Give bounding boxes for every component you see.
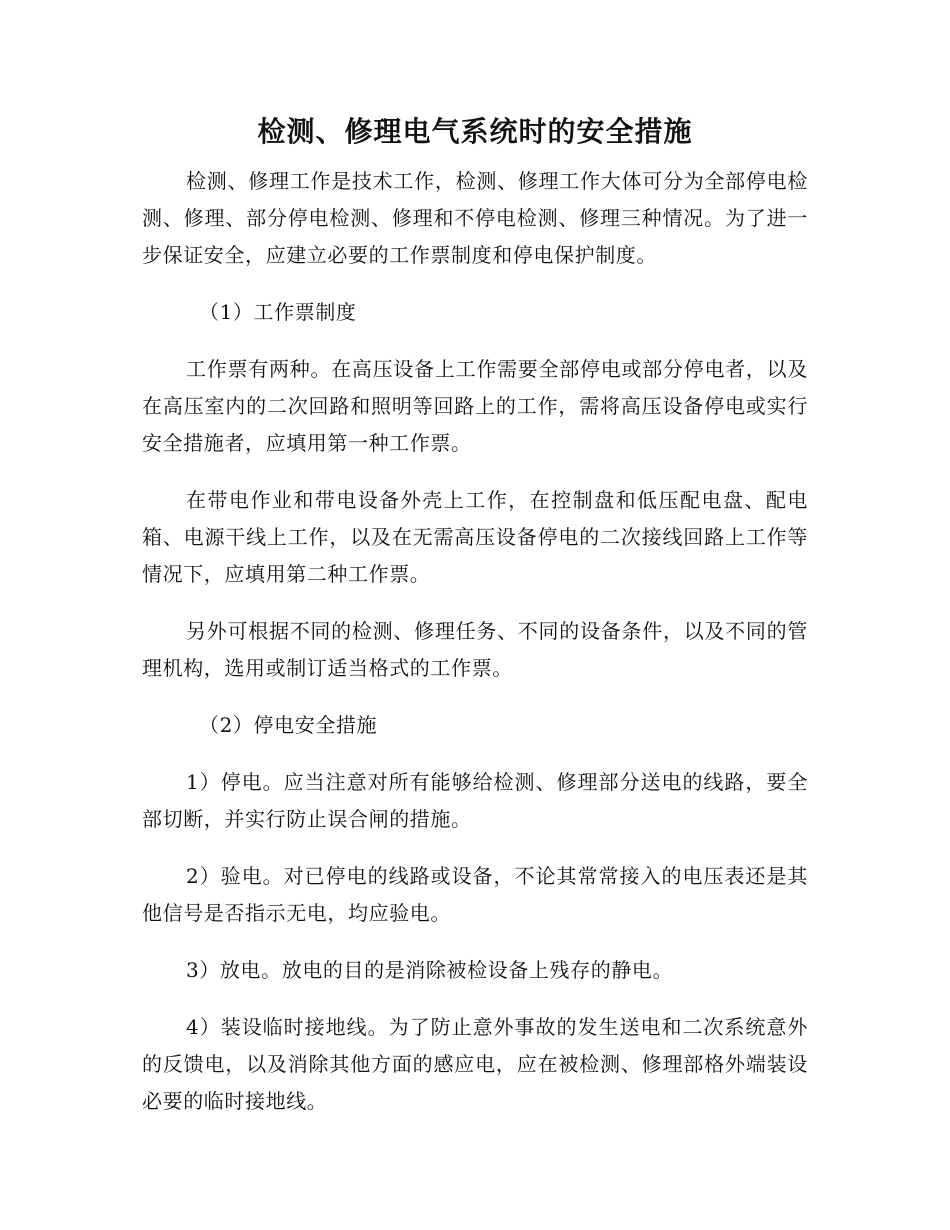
paragraph-ticket-type-one: 工作票有两种。在高压设备上工作需要全部停电或部分停电者，以及在高压室内的二次回路和照明等回路上的工作，需将高压设备停电或实行安全措施者，应填用第一种工作票。 — [142, 357, 808, 455]
paragraph-ticket-type-two: 在带电作业和带电设备外壳上工作，在控制盘和低压配电盘、配电箱、电源干线上工作，以及在无需高压设备停电的二次接线回路上工作等情况下，应填用第二种工作票。 — [142, 488, 808, 586]
document-title: 检测、修理电气系统时的安全措施 — [257, 115, 693, 148]
section-heading-work-ticket: （1）工作票制度 — [199, 300, 357, 324]
document-body — [142, 163, 808, 1120]
list-item-verify: 2）验电。对已停电的线路或设备，不论其常常接入的电压表还是其他信号是否指示无电，均应验电。 — [142, 864, 808, 925]
section-heading-power-off-safety: （2）停电安全措施 — [199, 713, 378, 737]
intro-paragraph: 检测、修理工作是技术工作，检测、修理工作大体可分为全部停电检测、修理、部分停电检测、修理和不停电检测、修理三种情况。为了进一步保证安全，应建立必要的工作票制度和停电保护制度。 — [142, 169, 808, 267]
paragraph-ticket-other: 另外可根据不同的检测、修理任务、不同的设备条件，以及不同的管理机构，选用或制订适当格式的工作票。 — [142, 619, 808, 680]
list-item-discharge: 3）放电。放电的目的是消除被检设备上残存的静电。 — [186, 958, 674, 982]
list-item-power-off: 1）停电。应当注意对所有能够给检测、修理部分送电的线路，要全部切断，并实行防止误合闸的措施。 — [142, 770, 808, 831]
list-item-grounding: 4）装设临时接地线。为了防止意外事故的发生送电和二次系统意外的反馈电，以及消除其他方面的感应电，应在被检测、修理部格外端装设必要的临时接地线。 — [142, 1015, 808, 1113]
